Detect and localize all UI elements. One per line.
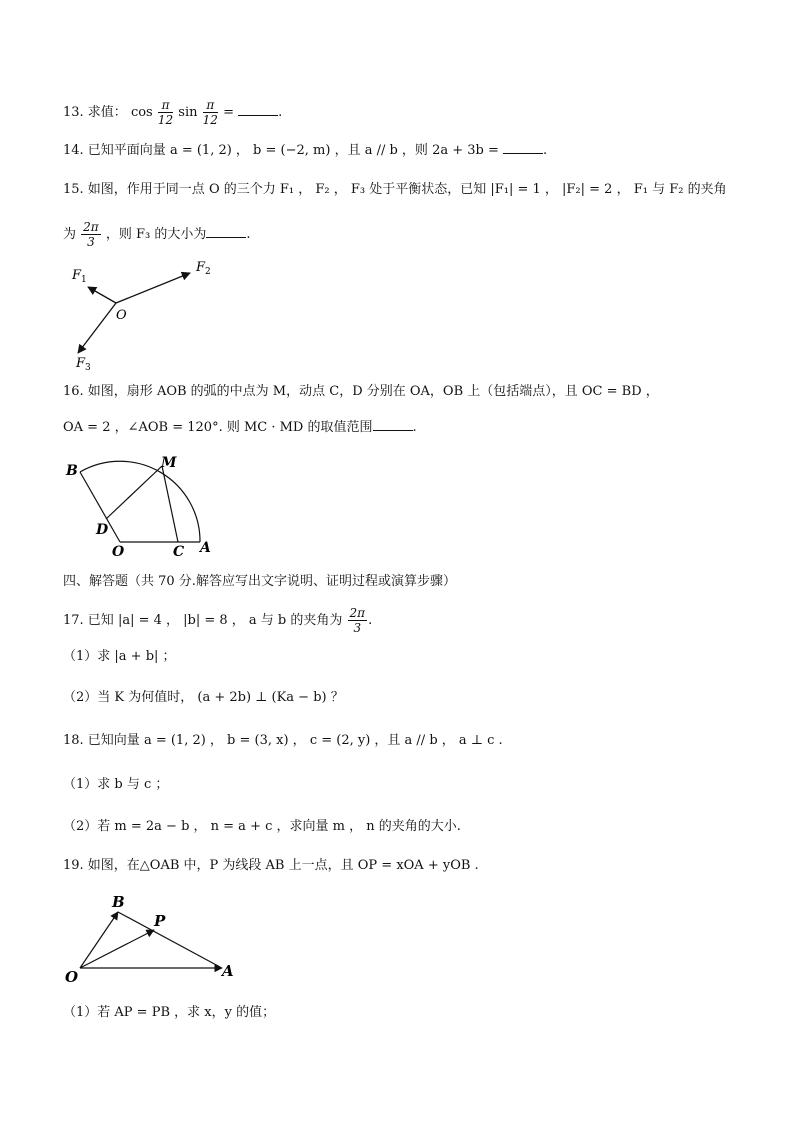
question-18-part-2: （2）若 m = 2a − b ， n = a + c ，求向量 m ， n 的夹角的大小. xyxy=(63,819,461,834)
q13-fraction-1: $\frac{\pi}{12}$ xyxy=(157,98,174,127)
q13-equals: = xyxy=(223,105,234,120)
q13-period: . xyxy=(278,105,283,120)
q13-sin: sin xyxy=(178,105,198,120)
q17-period: . xyxy=(368,613,373,628)
question-18: 18. 已知向量 a = (1, 2) ， b = (3, x) ， c = (2, y) ，且 a // b ， a ⊥ c . xyxy=(63,733,503,748)
segment-ba xyxy=(118,912,220,967)
label-a: A xyxy=(222,962,234,980)
label-f1: F xyxy=(72,268,82,283)
svg-text:1: 1 xyxy=(81,275,87,285)
label-c: C xyxy=(173,544,185,560)
figure-15-force-diagram xyxy=(60,255,230,375)
q15-fraction: $\frac{2\pi}{3}$ xyxy=(83,220,99,249)
q15-answer-blank xyxy=(206,225,246,238)
question-19: 19. 如图，在△OAB 中，P 为线段 AB 上一点，且 OP = xOA + yOB . xyxy=(63,858,479,873)
label-a: A xyxy=(200,540,211,556)
label-o: O xyxy=(65,968,79,986)
vector-op xyxy=(80,930,154,968)
svg-text:3: 3 xyxy=(85,363,91,373)
force-f3-arrow xyxy=(78,303,116,353)
force-f2-arrow xyxy=(116,273,190,303)
label-f2: F xyxy=(196,260,206,275)
q15-post: ，则 F₃ 的大小为 xyxy=(105,227,207,242)
q13-answer-blank xyxy=(238,103,278,116)
label-f3: F xyxy=(76,356,86,371)
question-16-line-1: 16. 如图，扇形 AOB 的弧的中点为 M，动点 C，D 分别在 OA，OB 上（包括端点），且 OC = BD ， xyxy=(63,384,659,399)
q17-text: 17. 已知 |a| = 4 ， |b| = 8 ， a 与 b 的夹角为 xyxy=(63,613,343,628)
question-15-line-1: 15. 如图，作用于同一点 O 的三个力 F₁ ， F₂ ， F₃ 处于平衡状态，已知 |F₁| = 1 ， |F₂| = 2 ， F₁ 与 F₂ 的夹角 xyxy=(63,182,727,197)
q13-number: 13. 求值： xyxy=(63,105,127,120)
q15-period: . xyxy=(246,227,251,242)
force-f1-arrow xyxy=(88,287,116,303)
label-b: B xyxy=(66,463,78,479)
question-16-line-2 xyxy=(63,418,417,437)
q14-period: . xyxy=(543,143,548,158)
question-15-line-2 xyxy=(63,220,250,249)
q14-answer-blank xyxy=(503,141,543,154)
question-19-part-1: （1）若 AP = PB ，求 x，y 的值； xyxy=(63,1005,276,1020)
label-m: M xyxy=(161,455,177,471)
question-13 xyxy=(63,98,282,127)
q14-text: 14. 已知平面向量 a = (1, 2) ， b = (−2, m) ，且 a // b ，则 2a + 3b = xyxy=(63,143,503,158)
vector-ob xyxy=(80,912,118,968)
label-o: O xyxy=(112,544,125,560)
figure-16-sector-diagram xyxy=(62,452,222,560)
question-14 xyxy=(63,141,547,160)
question-18-part-1: （1）求 b 与 c ； xyxy=(63,777,169,792)
svg-text:2: 2 xyxy=(205,267,211,277)
q15-pre: 为 xyxy=(63,227,77,242)
q13-fraction-2: $\frac{\pi}{12}$ xyxy=(202,98,218,127)
q17-fraction: $\frac{2\pi}{3}$ xyxy=(349,606,366,635)
question-17-part-1: （1）求 |a + b| ； xyxy=(63,649,176,664)
label-o: O xyxy=(116,308,127,323)
segment-md xyxy=(106,466,162,519)
q16-line2-text: OA = 2 ，∠AOB = 120°. 则 MC · MD 的取值范围 xyxy=(63,420,373,435)
segment-mc xyxy=(162,466,178,542)
label-d: D xyxy=(96,522,109,538)
figure-19-triangle-diagram xyxy=(62,888,252,988)
label-b: B xyxy=(112,893,125,911)
question-17-part-2: （2）当 K 为何值时， (a + 2b) ⊥ (Ka − b) ？ xyxy=(63,690,344,705)
section-4-heading: 四、解答题（共 70 分.解答应写出文字说明、证明过程或演算步骤） xyxy=(63,574,456,589)
q13-cos: cos xyxy=(130,105,153,120)
q16-period: . xyxy=(412,420,417,435)
q16-answer-blank xyxy=(373,418,413,431)
question-17 xyxy=(63,606,372,635)
label-p: P xyxy=(154,912,166,930)
